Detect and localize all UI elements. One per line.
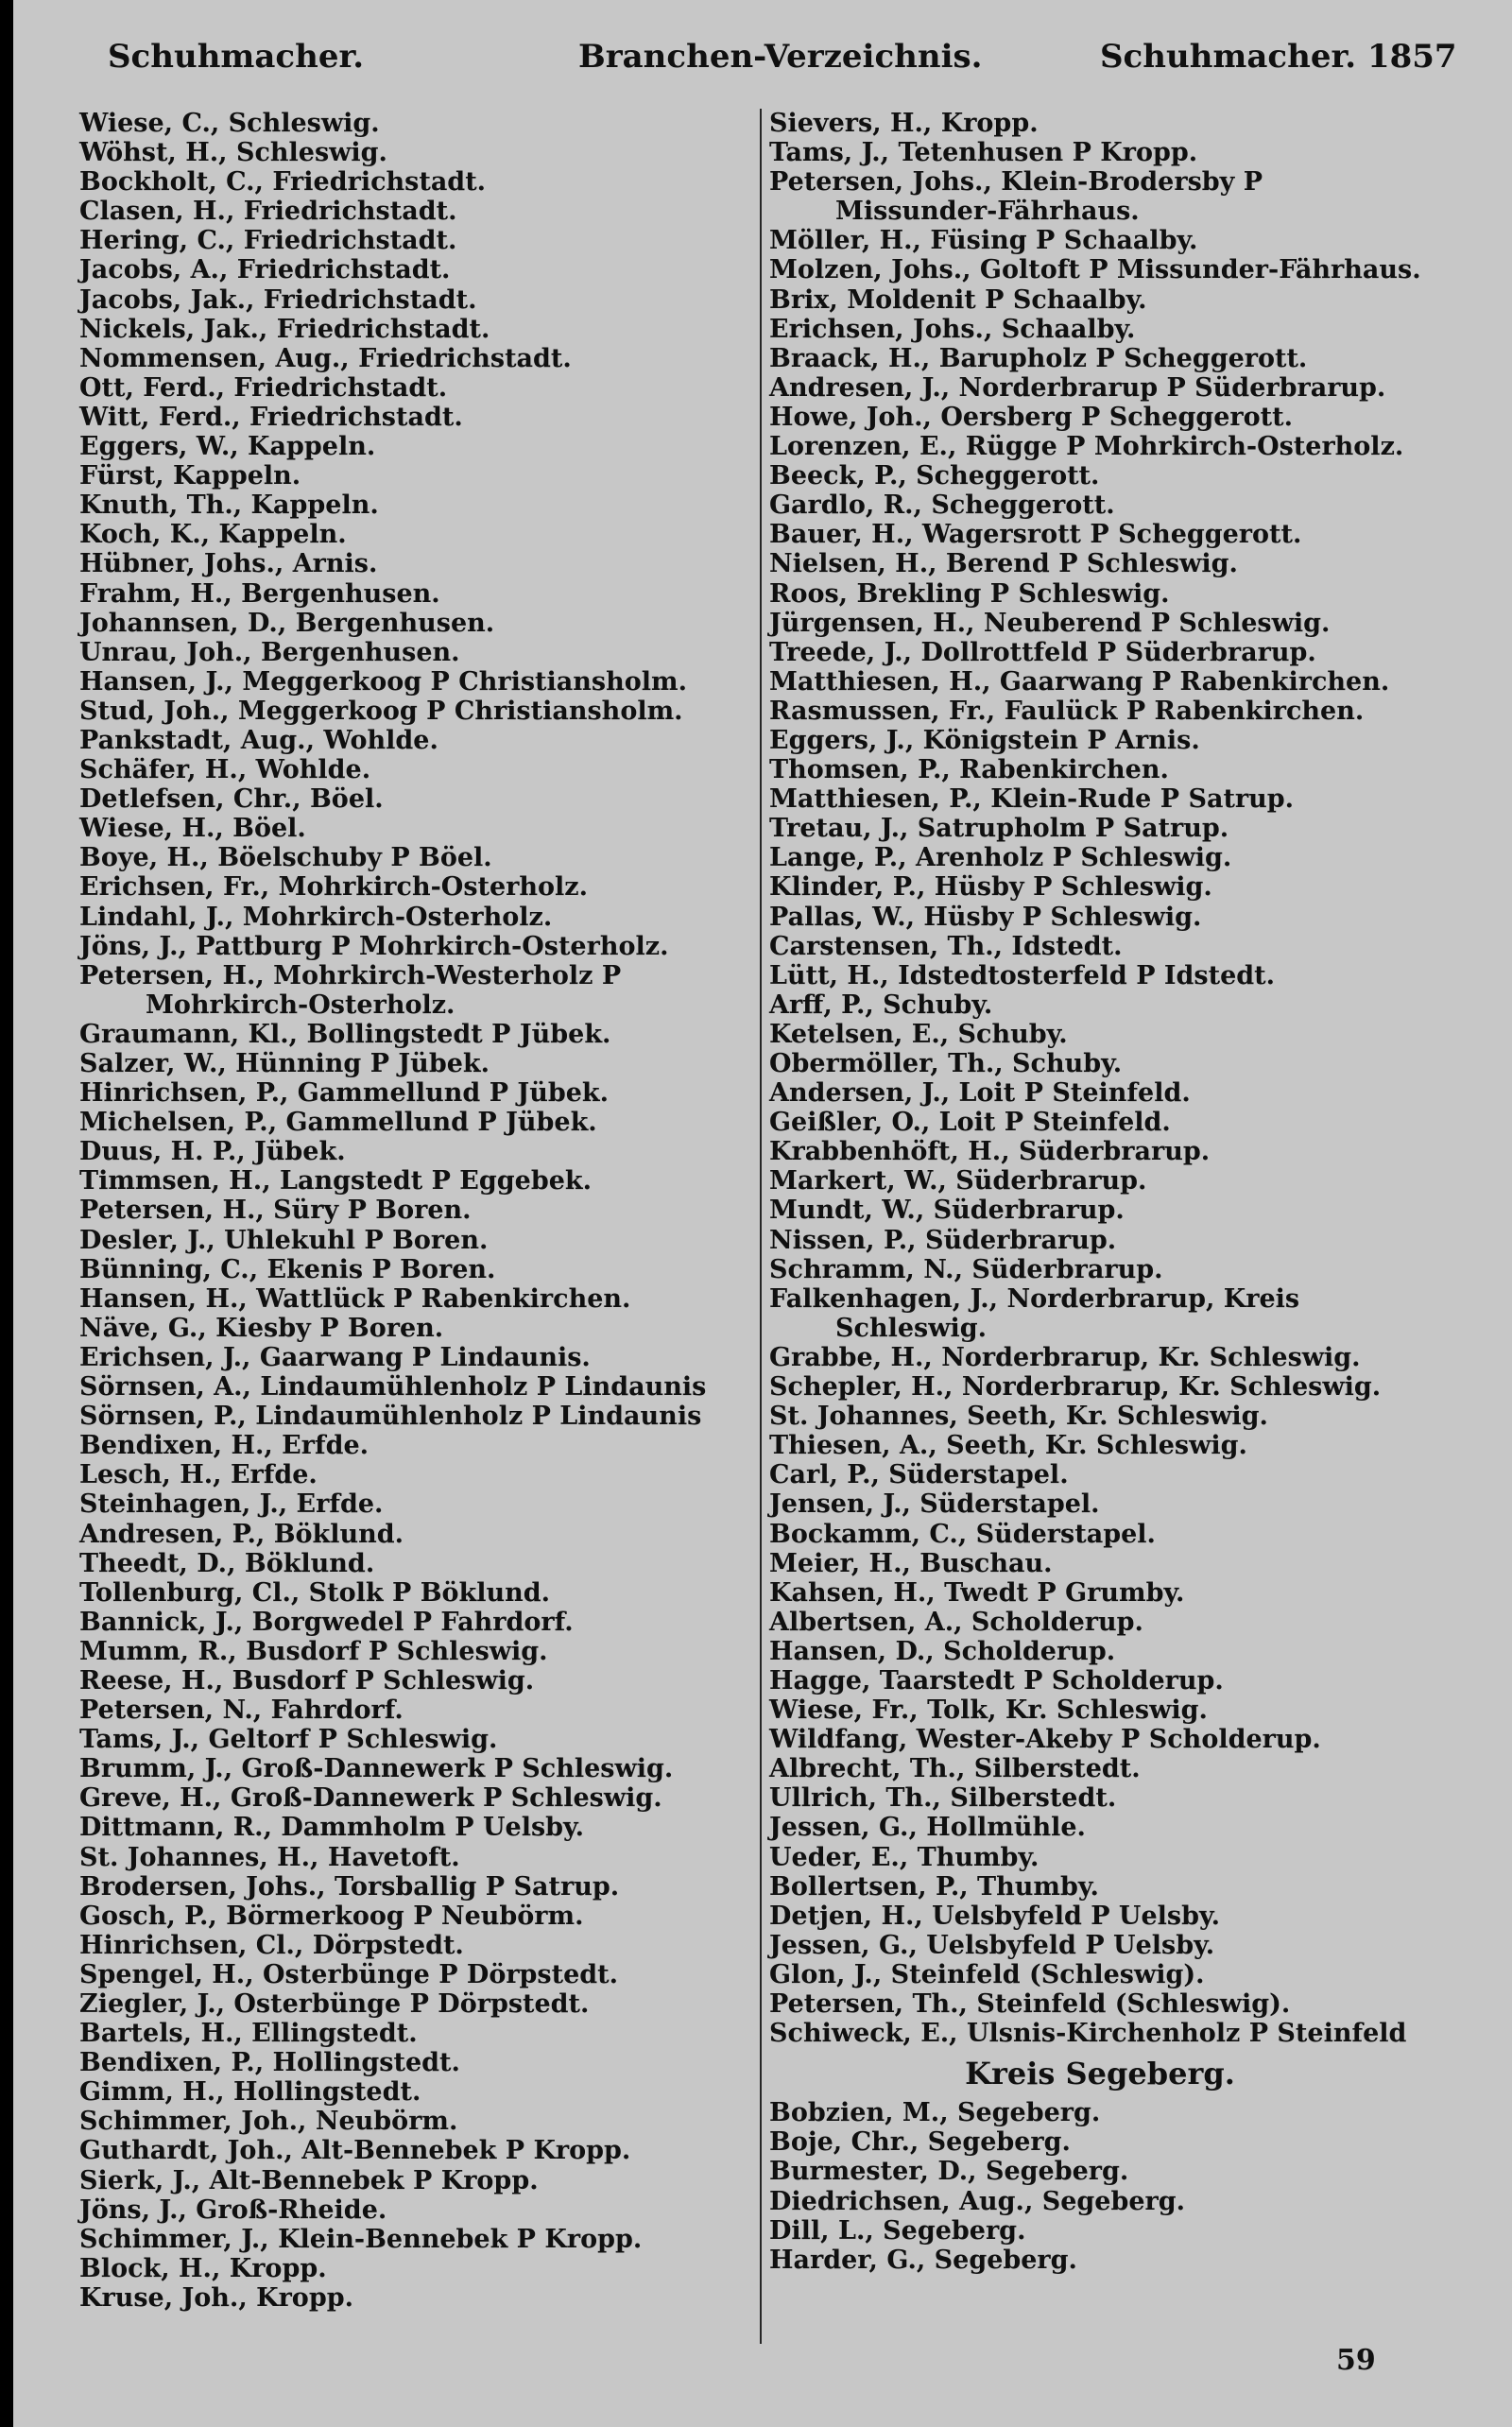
directory-entry: Sörnsen, A., Lindaumühlenholz P Lindaunis: [79, 1372, 707, 1403]
directory-entry: Knuth, Th., Kappeln.: [79, 491, 379, 521]
directory-entry: Timmsen, H., Langstedt P Eggebek.: [79, 1166, 592, 1196]
directory-entry: Matthiesen, P., Klein-Rude P Satrup.: [769, 784, 1295, 815]
directory-entry: Bünning, C., Ekenis P Boren.: [79, 1254, 496, 1284]
directory-entry: Tollenburg, Cl., Stolk P Böklund.: [79, 1577, 551, 1608]
directory-entry: Howe, Joh., Oersberg P Scheggerott.: [769, 402, 1294, 432]
directory-entry: Salzer, W., Hünning P Jübek.: [79, 1049, 490, 1078]
directory-entry: Hinrichsen, P., Gammellund P Jübek.: [79, 1078, 609, 1109]
directory-entry: Desler, J., Uhlekuhl P Boren.: [79, 1225, 489, 1255]
directory-entry: Nommensen, Aug., Friedrichstadt.: [79, 343, 572, 373]
directory-entry: Näve, G., Kiesby P Boren.: [79, 1313, 444, 1343]
right-column: [769, 109, 1431, 2275]
directory-entry: Arff, P., Schuby.: [769, 990, 993, 1020]
directory-entry: Kruse, Joh., Kropp.: [79, 2282, 353, 2313]
directory-entry: Wiese, Fr., Tolk, Kr. Schleswig.: [769, 1695, 1208, 1726]
directory-entry: Tams, J., Geltorf P Schleswig.: [79, 1725, 498, 1755]
directory-entry: Sörnsen, P., Lindaumühlenholz P Lindaunis: [79, 1402, 702, 1432]
directory-entry: Hering, C., Friedrichstadt.: [79, 226, 457, 256]
directory-entry: Braack, H., Barupholz P Scheggerott.: [769, 343, 1308, 373]
page-number: 59: [1336, 2344, 1376, 2377]
directory-entry: Guthardt, Joh., Alt-Bennebek P Kropp.: [79, 2136, 631, 2166]
directory-entry: Mundt, W., Süderbrarup.: [769, 1196, 1125, 1226]
directory-entry: St. Johannes, Seeth, Kr. Schleswig.: [769, 1402, 1268, 1432]
directory-entry: Jöns, J., Groß-Rheide.: [79, 2195, 387, 2225]
directory-entry: Ketelsen, E., Schuby.: [769, 1019, 1068, 1049]
directory-entry: Ullrich, Th., Silberstedt.: [769, 1783, 1117, 1814]
directory-entry: Andresen, J., Norderbrarup P Süderbrarup.: [769, 372, 1386, 403]
directory-page: [13, 0, 1512, 2427]
directory-entry: Bannick, J., Borgwedel P Fahrdorf.: [79, 1607, 574, 1637]
directory-entry: Jacobs, Jak., Friedrichstadt.: [79, 284, 477, 315]
directory-entry: Rasmussen, Fr., Faulück P Rabenkirchen.: [769, 696, 1365, 726]
directory-entry: Gardlo, R., Scheggerott.: [769, 491, 1115, 521]
directory-entry: Erichsen, J., Gaarwang P Lindaunis.: [79, 1342, 591, 1372]
directory-entry: Erichsen, Johs., Schaalby.: [769, 314, 1136, 344]
directory-entry: Brumm, J., Groß-Dannewerk P Schleswig.: [79, 1754, 674, 1784]
directory-entry: Meier, H., Buschau.: [769, 1548, 1053, 1578]
directory-entry: Bollertsen, P., Thumby.: [769, 1871, 1099, 1902]
directory-entry: Obermöller, Th., Schuby.: [769, 1049, 1123, 1078]
directory-entry: Nissen, P., Süderbrarup.: [769, 1225, 1117, 1255]
directory-entry: Schepler, H., Norderbrarup, Kr. Schleswig.: [769, 1372, 1382, 1403]
directory-entry: Jensen, J., Süderstapel.: [769, 1489, 1100, 1520]
directory-entry: Thomsen, P., Rabenkirchen.: [769, 755, 1169, 785]
directory-entry: Kahsen, H., Twedt P Grumby.: [769, 1577, 1185, 1608]
directory-entry: Bobzien, M., Segeberg.: [769, 2098, 1101, 2128]
directory-entry: Beeck, P., Scheggerott.: [769, 461, 1100, 491]
directory-entry: Boye, H., Böelschuby P Böel.: [79, 843, 492, 873]
directory-entry: Lesch, H., Erfde.: [79, 1460, 318, 1490]
directory-entry: Eggers, J., Königstein P Arnis.: [769, 725, 1200, 755]
directory-entry: Petersen, Th., Steinfeld (Schleswig).: [769, 1989, 1291, 2019]
directory-entry: Jürgensen, H., Neuberend P Schleswig.: [769, 608, 1331, 638]
directory-entry: Ott, Ferd., Friedrichstadt.: [79, 372, 448, 403]
directory-entry: Bockholt, C., Friedrichstadt.: [79, 167, 487, 198]
directory-entry: Duus, H. P., Jübek.: [79, 1137, 346, 1167]
directory-entry: Schramm, N., Süderbrarup.: [769, 1254, 1163, 1284]
directory-entry: Petersen, H., Mohrkirch-Westerholz P Mohrkirch-Osterholz.: [79, 960, 622, 1020]
directory-entry: Schiweck, E., Ulsnis-Kirchenholz P Steinfeld: [769, 2019, 1407, 2049]
directory-entry: Petersen, N., Fahrdorf.: [79, 1695, 404, 1726]
directory-entry: Pallas, W., Hüsby P Schleswig.: [769, 902, 1202, 932]
header-right: Schuhmacher. 1857: [1100, 38, 1457, 76]
directory-entry: Frahm, H., Bergenhusen.: [79, 578, 440, 609]
header-left: Schuhmacher.: [108, 38, 365, 76]
directory-entry: Geißler, O., Loit P Steinfeld.: [769, 1108, 1171, 1138]
directory-entry: Koch, K., Kappeln.: [79, 520, 347, 550]
directory-entry: Fürst, Kappeln.: [79, 461, 301, 491]
directory-entry: Johannsen, D., Bergenhusen.: [79, 608, 495, 638]
directory-entry: Harder, G., Segeberg.: [769, 2245, 1077, 2275]
directory-entry: Schäfer, H., Wohlde.: [79, 755, 371, 785]
directory-entry: Matthiesen, H., Gaarwang P Rabenkirchen.: [769, 666, 1390, 697]
directory-entry: Greve, H., Groß-Dannewerk P Schleswig.: [79, 1783, 662, 1814]
left-column: [79, 109, 741, 2313]
directory-entry: Glon, J., Steinfeld (Schleswig).: [769, 1959, 1205, 1989]
directory-entry: Andersen, J., Loit P Steinfeld.: [769, 1078, 1191, 1109]
directory-entry: Krabbenhöft, H., Süderbrarup.: [769, 1137, 1211, 1167]
directory-entry: Jessen, G., Uelsbyfeld P Uelsby.: [769, 1930, 1215, 1960]
directory-entry: Reese, H., Busdorf P Schleswig.: [79, 1665, 535, 1695]
directory-entry: Bendixen, H., Erfde.: [79, 1431, 369, 1461]
directory-entry: Witt, Ferd., Friedrichstadt.: [79, 402, 463, 432]
directory-entry: Brix, Moldenit P Schaalby.: [769, 284, 1147, 315]
directory-entry: Nielsen, H., Berend P Schleswig.: [769, 549, 1238, 579]
directory-entry: Albertsen, A., Scholderup.: [769, 1607, 1143, 1637]
directory-entry: Bartels, H., Ellingstedt.: [79, 2019, 418, 2049]
directory-entry: Treede, J., Dollrottfeld P Süderbrarup.: [769, 637, 1316, 667]
directory-entry: Stud, Joh., Meggerkoog P Christiansholm.: [79, 696, 683, 726]
directory-entry: Detjen, H., Uelsbyfeld P Uelsby.: [769, 1901, 1220, 1931]
directory-entry: Schimmer, J., Klein-Bennebek P Kropp.: [79, 2224, 643, 2254]
directory-entry: Jessen, G., Hollmühle.: [769, 1813, 1086, 1843]
directory-entry: Wöhst, H., Schleswig.: [79, 138, 387, 168]
directory-entry: Bendixen, P., Hollingstedt.: [79, 2048, 460, 2078]
directory-entry: Hansen, H., Wattlück P Rabenkirchen.: [79, 1283, 631, 1314]
directory-entry: Mumm, R., Busdorf P Schleswig.: [79, 1636, 548, 1666]
directory-entry: Wiese, C., Schleswig.: [79, 109, 380, 138]
directory-entry: Lorenzen, E., Rügge P Mohrkirch-Osterholz.: [769, 432, 1404, 462]
directory-entry: Hansen, D., Scholderup.: [769, 1636, 1116, 1666]
directory-entry: Schimmer, Joh., Neubörm.: [79, 2107, 458, 2137]
directory-entry: Graumann, Kl., Bollingstedt P Jübek.: [79, 1019, 611, 1049]
directory-entry: Lütt, H., Idstedtosterfeld P Idstedt.: [769, 960, 1276, 990]
section-heading: Kreis Segeberg.: [965, 2056, 1235, 2092]
directory-entry: Jöns, J., Pattburg P Mohrkirch-Osterholz.: [79, 931, 669, 961]
directory-entry: Burmester, D., Segeberg.: [769, 2157, 1129, 2187]
directory-entry: Hübner, Johs., Arnis.: [79, 549, 378, 579]
directory-entry: Ziegler, J., Osterbünge P Dörpstedt.: [79, 1989, 590, 2019]
directory-entry: Detlefsen, Chr., Böel.: [79, 784, 384, 815]
directory-entry: Petersen, Johs., Klein-Brodersby P Missunder-Fährhaus.: [769, 167, 1263, 227]
directory-entry: Theedt, D., Böklund.: [79, 1548, 375, 1578]
directory-entry: Pankstadt, Aug., Wohlde.: [79, 725, 438, 755]
directory-entry: Roos, Brekling P Schleswig.: [769, 578, 1170, 609]
directory-entry: Block, H., Kropp.: [79, 2253, 327, 2283]
directory-entry: Lindahl, J., Mohrkirch-Osterholz.: [79, 902, 553, 932]
directory-entry: Andresen, P., Böklund.: [79, 1519, 404, 1549]
directory-entry: Grabbe, H., Norderbrarup, Kr. Schleswig.: [769, 1342, 1361, 1372]
directory-entry: Jacobs, A., Friedrichstadt.: [79, 255, 451, 285]
directory-entry: Falkenhagen, J., Norderbrarup, Kreis Schleswig.: [769, 1283, 1300, 1343]
directory-entry: Gosch, P., Börmerkoog P Neubörm.: [79, 1901, 584, 1931]
directory-entry: Michelsen, P., Gammellund P Jübek.: [79, 1108, 597, 1138]
directory-entry: Thiesen, A., Seeth, Kr. Schleswig.: [769, 1431, 1247, 1461]
directory-entry: Markert, W., Süderbrarup.: [769, 1166, 1147, 1196]
directory-entry: Carstensen, Th., Idstedt.: [769, 931, 1123, 961]
directory-entry: Nickels, Jak., Friedrichstadt.: [79, 314, 490, 344]
directory-entry: St. Johannes, H., Havetoft.: [79, 1842, 460, 1872]
directory-entry: Albrecht, Th., Silberstedt.: [769, 1754, 1141, 1784]
directory-entry: Klinder, P., Hüsby P Schleswig.: [769, 872, 1212, 903]
directory-entry: Wiese, H., Böel.: [79, 814, 306, 844]
directory-entry: Sierk, J., Alt-Bennebek P Kropp.: [79, 2165, 539, 2195]
directory-entry: Sievers, H., Kropp.: [769, 109, 1039, 138]
directory-entry: Petersen, H., Süry P Boren.: [79, 1196, 472, 1226]
header-center: Branchen-Verzeichnis.: [578, 38, 983, 76]
directory-entry: Erichsen, Fr., Mohrkirch-Osterholz.: [79, 872, 589, 903]
directory-entry: Brodersen, Johs., Torsballig P Satrup.: [79, 1871, 620, 1902]
directory-entry: Diedrichsen, Aug., Segeberg.: [769, 2186, 1186, 2216]
directory-entry: Hinrichsen, Cl., Dörpstedt.: [79, 1930, 464, 1960]
directory-entry: Carl, P., Süderstapel.: [769, 1460, 1069, 1490]
directory-entry: Tretau, J., Satrupholm P Satrup.: [769, 814, 1229, 844]
directory-entry: Wildfang, Wester-Akeby P Scholderup.: [769, 1725, 1321, 1755]
directory-entry: Lange, P., Arenholz P Schleswig.: [769, 843, 1232, 873]
directory-entry: Molzen, Johs., Goltoft P Missunder-Fährhaus.: [769, 255, 1421, 285]
directory-entry: Bockamm, C., Süderstapel.: [769, 1519, 1156, 1549]
directory-entry: Hansen, J., Meggerkoog P Christiansholm.: [79, 666, 687, 697]
directory-entry: Ueder, E., Thumby.: [769, 1842, 1040, 1872]
directory-entry: Dill, L., Segeberg.: [769, 2215, 1026, 2246]
directory-entry: Eggers, W., Kappeln.: [79, 432, 376, 462]
directory-entry: Boje, Chr., Segeberg.: [769, 2127, 1071, 2158]
directory-entry: Clasen, H., Friedrichstadt.: [79, 197, 457, 227]
directory-entry: Spengel, H., Osterbünge P Dörpstedt.: [79, 1959, 619, 1989]
column-divider: [760, 109, 762, 2344]
directory-entry: Möller, H., Füsing P Schaalby.: [769, 226, 1198, 256]
directory-entry: Bauer, H., Wagersrott P Scheggerott.: [769, 520, 1302, 550]
directory-entry: Unrau, Joh., Bergenhusen.: [79, 637, 460, 667]
directory-entry: Gimm, H., Hollingstedt.: [79, 2077, 421, 2108]
directory-entry: Dittmann, R., Dammholm P Uelsby.: [79, 1813, 585, 1843]
directory-entry: Tams, J., Tetenhusen P Kropp.: [769, 138, 1198, 168]
directory-entry: Steinhagen, J., Erfde.: [79, 1489, 384, 1520]
directory-entry: Hagge, Taarstedt P Scholderup.: [769, 1665, 1224, 1695]
